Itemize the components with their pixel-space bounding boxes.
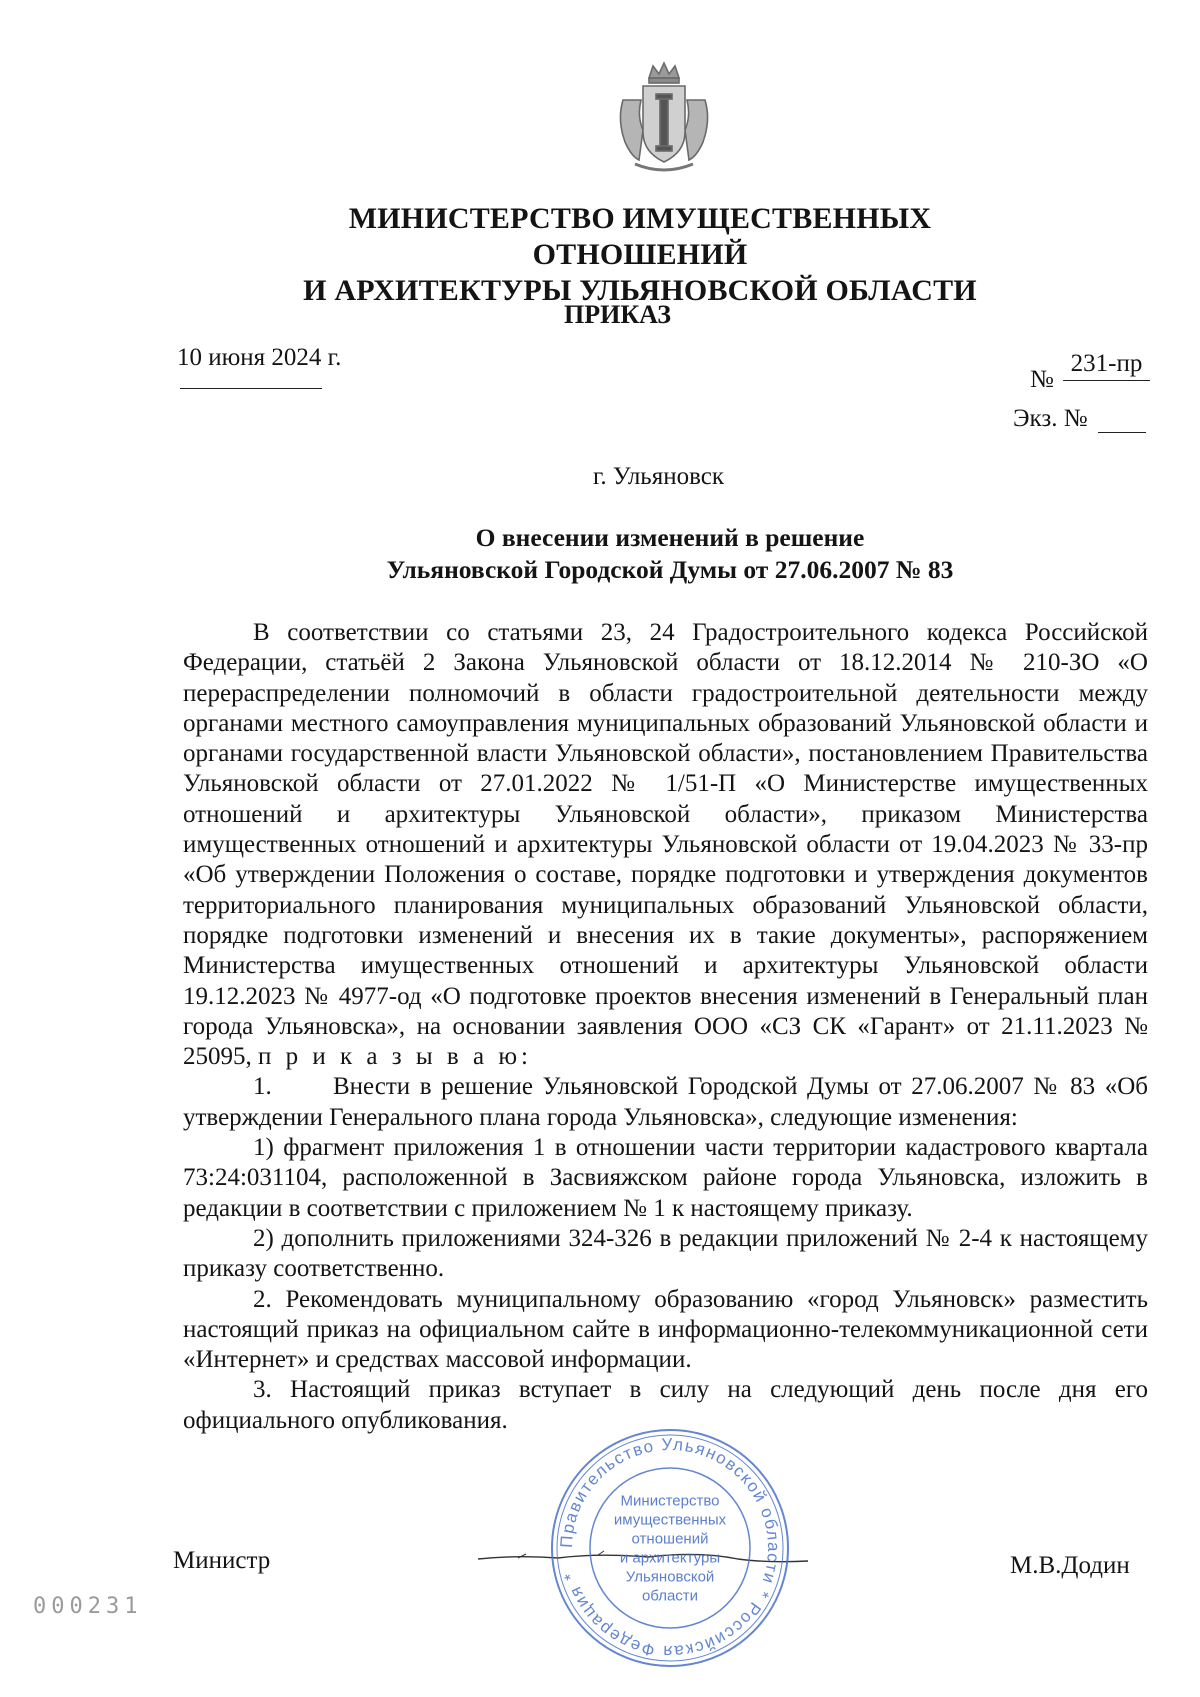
order-number: 231-пр <box>1063 350 1150 381</box>
stamp-center-line: отношений <box>631 1530 709 1548</box>
item-3: 3. Настоящий приказ вступает в силу на следующий день после дня его официального опубликования. <box>183 1376 1148 1434</box>
item-1-number: 1. <box>253 1073 272 1101</box>
signatory-name: М.В.Додин <box>1010 1552 1130 1579</box>
signatory-position: Министр <box>173 1547 271 1574</box>
item-1-text: Внести в решение Ульяновской Городской Думы от 27.06.2007 № 83 «Об утверждении Генерального плана города Ульяновска», следующие изменения: <box>183 1073 1148 1131</box>
city: г. Ульяновск <box>593 463 724 490</box>
ministry-name-line2: И АРХИТЕКТУРЫ УЛЬЯНОВСКОЙ ОБЛАСТИ <box>303 274 977 307</box>
stamp-center-line: Министерство <box>620 1492 720 1510</box>
order-subject <box>240 522 1100 586</box>
copy-number-underline <box>1098 432 1146 433</box>
order-body <box>183 618 1148 1436</box>
preamble-text: В соответствии со статьями 23, 24 Градостроительного кодекса Российской Федерации, статьёй 2 Закона Ульяновской области от 18.12.2014 № 210-ЗО «О перераспределении полномочий в области градостроительной деятельности между органами местного самоуправления муниципальных образований Ульяновской области и органами государственной власти Ульяновской области», постановлением Правительства Ульяновской области от 27.01.2022 № 1/51-П «О Министерстве имущественных отношений и архитектуры Ульяновской области», приказом Министерства имущественных отношений и архитектуры Ульяновской области от 19.04.2023 № 33-пр «Об утверждении Положения о составе, порядке подготовки и утверждения документов территориального планирования муниципальных образований Ульяновской области, порядке подготовки изменений и внесения их в такие документы», распоряжением Министерства имущественных отношений и архитектуры Ульяновской области 19.12.2023 № 4977-од «О подготовке проектов внесения изменений в Генеральный план города Ульяновска», на основании заявления ООО «СЗ СК «Гарант» от 21.11.2023 № 25095, <box>183 619 1148 1071</box>
stamp-center-line: области <box>641 1587 699 1605</box>
copy-number-label: Экз. № <box>1013 405 1088 432</box>
coat-of-arms-icon <box>613 60 715 178</box>
subitem-2: 2) дополнить приложениями 324-326 в редакции приложений № 2-4 к настоящему приказу соответственно. <box>183 1224 1148 1283</box>
stamp-center-line: имущественных <box>613 1511 727 1529</box>
ministry-name-line1: МИНИСТЕРСТВО ИМУЩЕСТВЕННЫХ ОТНОШЕНИЙ <box>348 202 932 271</box>
item-1 <box>183 1072 1148 1133</box>
subject-line1: О внесении изменений в решение <box>475 523 865 552</box>
order-date: 10 июня 2024 г. <box>177 344 342 371</box>
preamble-paragraph <box>183 618 1148 1072</box>
item-2: 2. Рекомендовать муниципальному образованию «город Ульяновск» разместить настоящий приказ на официальном сайте в информационно-телекоммуникационной сети «Интернет» и средствах массовой информации. <box>183 1285 1148 1374</box>
ministry-name <box>240 201 1040 309</box>
number-sign: № <box>1030 366 1054 393</box>
serial-number: 000231 <box>33 1594 143 1619</box>
stamp-ring-text: Правительство Ульяновской области * Российская Федерация * <box>556 1434 784 1662</box>
document-type: ПРИКАЗ <box>564 300 672 329</box>
official-stamp <box>545 1423 795 1673</box>
stamp-center-line: и архитектуры <box>619 1549 721 1567</box>
order-word: п р и к а з ы в а ю: <box>258 1043 532 1071</box>
subject-line2: Ульяновской Городской Думы от 27.06.2007 № 83 <box>386 555 954 584</box>
date-underline <box>180 388 322 389</box>
stamp-center-line: Ульяновской <box>625 1568 715 1586</box>
subitem-1: 1) фрагмент приложения 1 в отношении части территории кадастрового квартала 73:24:031104, расположенной в Засвияжском районе города Ульяновска, изложить в редакции в соответствии с приложением № 1 к настоящему приказу. <box>183 1134 1148 1222</box>
